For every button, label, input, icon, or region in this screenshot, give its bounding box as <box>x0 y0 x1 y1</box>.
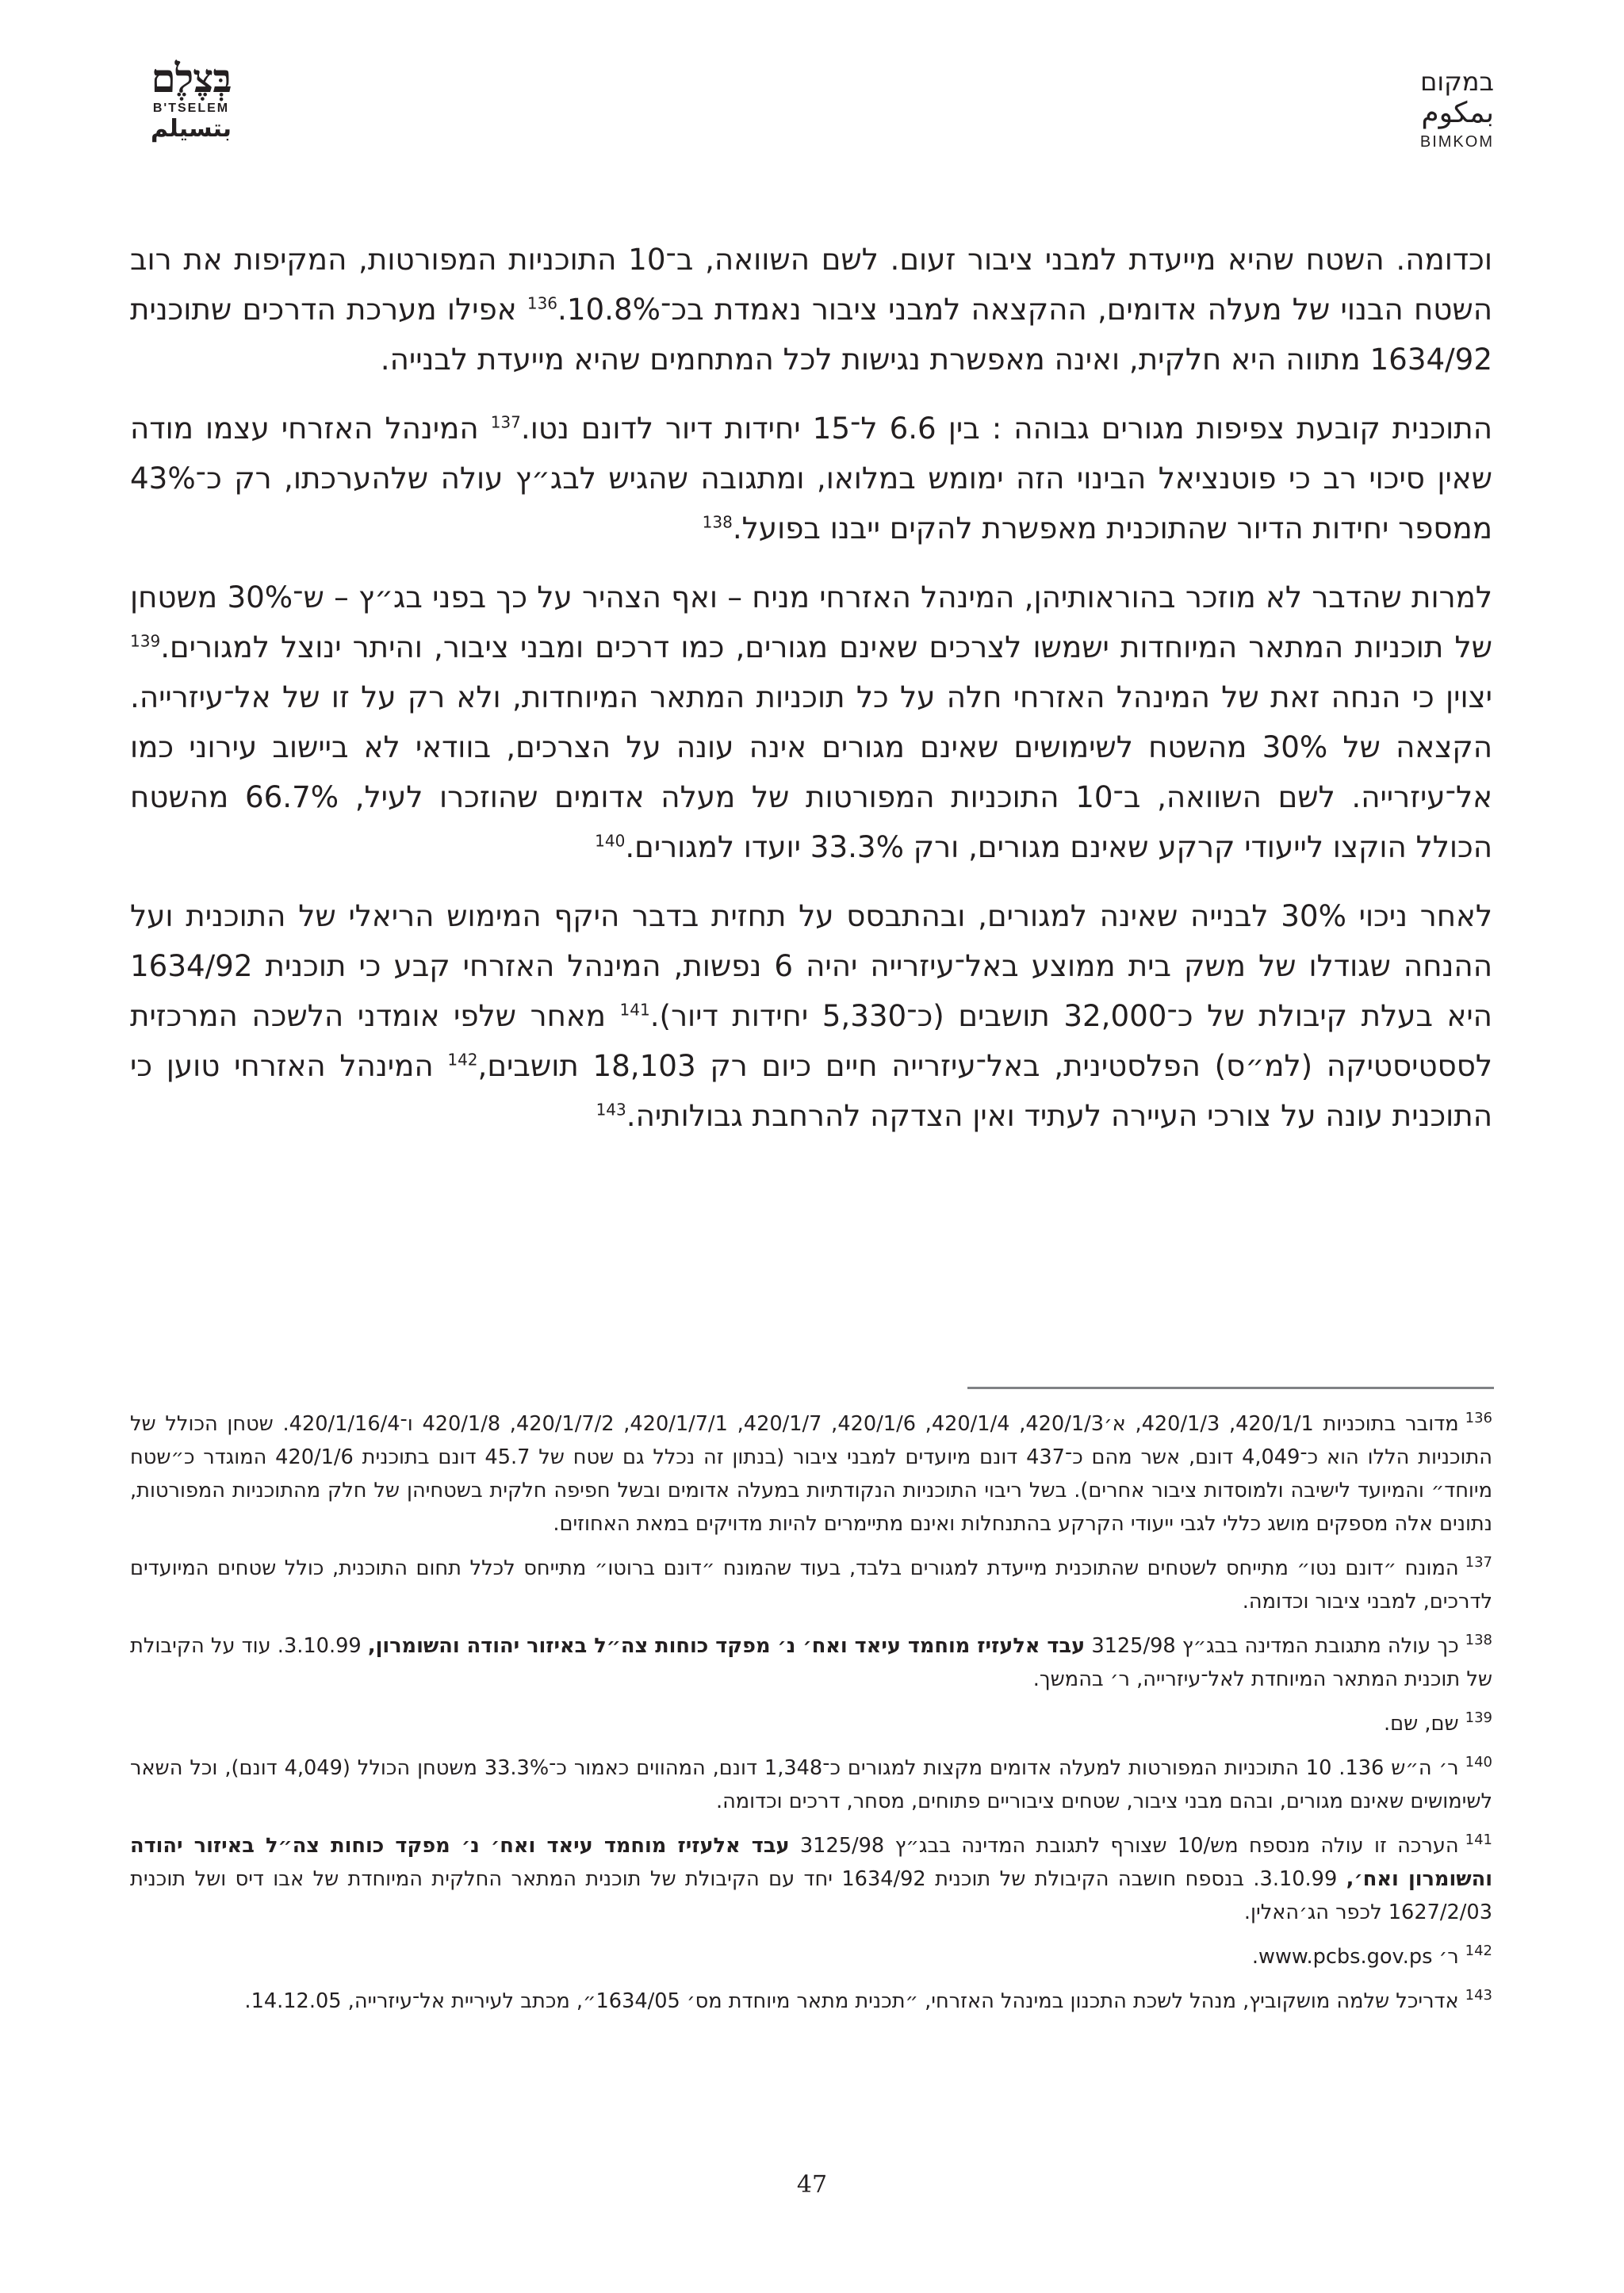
footnote <box>130 1829 1492 1929</box>
footnote-number: 139 <box>1465 1709 1492 1727</box>
footnote-number: 141 <box>1465 1832 1492 1849</box>
footnote <box>130 1707 1492 1740</box>
btselem-logo-arabic: بتسيلم <box>150 115 232 143</box>
footnote-text: המונח ״דונם נטו״ מתייחס לשטחים שהתוכנית מייעדת למגורים בלבד, בעוד שהמונח ״דונם ברוטו״ מתייחס לכלל תחום התוכנית, כולל שטחים המיועדים לדרכים, למבני ציבור וכדומה. <box>130 1556 1492 1614</box>
footnote <box>130 1629 1492 1696</box>
footnote-reference[interactable]: 139 <box>130 631 161 651</box>
footnote <box>130 1985 1492 2018</box>
footnote-number: 136 <box>1465 1410 1492 1427</box>
footnotes <box>130 1407 1492 2029</box>
footnote-reference[interactable]: 142 <box>447 1050 478 1070</box>
footnote <box>130 1552 1492 1618</box>
paragraph <box>130 235 1492 385</box>
footnote-reference[interactable]: 143 <box>596 1100 626 1120</box>
paragraph-text: התוכנית קובעת צפיפות מגורים גבוהה : בין 6.6 ל־15 יחידות דיור לדונם נטו. <box>520 411 1492 446</box>
bimkom-logo-hebrew: במקום <box>1420 67 1494 97</box>
body-text <box>130 235 1492 1160</box>
paragraph-text: המינהל האזרחי עצמו מודה שאין סיכוי רב כי פוטנציאל הבינוי הזה ימומש במלואו, ומתגובה שהגיש לבג״ץ עולה שלהערכתו, רק כ־43% ממספר יחידות הדיור שהתוכנית מאפשרת להקים ייבנו בפועל. <box>130 411 1492 545</box>
footnote-text: 3.10.99. בנספח חושבה הקיבולת של תוכנית 1634/92 יחד עם הקיבולת של תוכנית המתאר החלקית המיוחדת של אבו דיס ושל תוכנית 1627/2/03 לכפר הג׳האלין. <box>130 1867 1492 1924</box>
footnote-divider <box>967 1387 1494 1389</box>
bimkom-logo <box>1375 67 1494 154</box>
footnote-reference[interactable]: 138 <box>702 512 733 532</box>
footnote-number: 142 <box>1465 1943 1492 1960</box>
footnote <box>130 1751 1492 1818</box>
footnote-number: 140 <box>1465 1754 1492 1771</box>
paragraph-text: אפילו מערכת הדרכים שתוכנית 1634/92 מתווה היא חלקית, ואינה מאפשרת נגישות לכל המתחמים שהיא מייעדת לבנייה. <box>130 292 1492 377</box>
paragraph-text: לאחר ניכוי 30% לבנייה שאינה למגורים, ובהתבסס על תחזית בדבר היקף המימוש הריאלי של התוכנית ועל ההנחה שגודלו של משק בית ממוצע באל־עיזרייה יהיה 6 נפשות, המינהל האזרחי קבע כי תוכנית 1634/92 היא בעלת קיבולת של כ־32,000 תושבים (כ־5,330 יחידות דיור). <box>130 898 1492 1033</box>
bimkom-logo-english: BIMKOM <box>1419 133 1494 151</box>
footnote-reference[interactable]: 140 <box>595 831 626 851</box>
btselem-logo-english: B'TSELEM <box>152 101 230 115</box>
footnote-number: 137 <box>1465 1554 1492 1571</box>
paragraph-text: וכדומה. השטח שהיא מייעדת למבני ציבור זעום. לשם השוואה, ב־10 התוכניות המפורטות, המקיפות את רוב השטח הבנוי של מעלה אדומים, ההקצאה למבני ציבור נאמדת בכ־10.8%. <box>130 242 1492 327</box>
footnote-reference[interactable]: 141 <box>619 1000 650 1020</box>
paragraph-text: יצוין כי הנחה זאת של המינהל האזרחי חלה על כל תוכניות המתאר המיוחדות, ולא רק על זו של אל־עיזרייה. הקצאה של 30% מהשטח לשימושים שאינם מגורים אינה עונה על הצרכים, בוודאי לא ביישוב עירוני כמו אל־עיזרייה. לשם השוואה, ב־10 התוכניות המפורטות של מעלה אדומים שהוזכרו לעיל, 66.7% מהשטח הכולל הוקצו לייעודי קרקע שאינם מגורים, ורק 33.3% יועדו למגורים. <box>130 679 1492 864</box>
bimkom-logo-arabic: بمكوم <box>1421 97 1494 129</box>
paragraph <box>130 404 1492 553</box>
footnote-number: 138 <box>1465 1632 1492 1649</box>
footnote-text: מדובר בתוכניות 420/1/1, 420/1/3, א׳420/1/3, 420/1/4, 420/1/6, 420/1/7, 420/1/7/1, 420/1/7/2, 420/1/8 ו־420/1/16/4. שטחן הכולל של התוכניות הללו הוא כ־4,049 דונם, אשר מהם כ־437 דונם מיועדים למבני ציבור (בנתון זה נכלל גם שטח של 45.7 דונם בתוכנית 420/1/6 המוגדר כ״שטח מיוחד״ והמיועד לישיבה ולמוסדות ציבור אחרים). בשל ריבוי התוכניות הנקודתיות במעלה אדומים ובשל חפיפה חלקית בשטחיהן של חלק מהתוכניות המפורטות, נתונים אלה מספקים מושג כללי לגבי ייעודי הקרקע בהתנחלות ואינם מתיימרים להיות מדויקים במאת האחוזים. <box>130 1412 1493 1536</box>
footnote-number: 143 <box>1465 1987 1492 2004</box>
footnote-text: ר׳ ה״ש 136. 10 התוכניות המפורטות למעלה אדומים מקצות למגורים כ־1,348 דונם, המהווים כאמור כ־33.3% משטחן הכולל (4,049 דונם), וכל השאר לשימושים שאינם מגורים, ובהם מבני ציבור, שטחים ציבוריים פתוחים, מסחר, דרכים וכדומה. <box>130 1756 1492 1813</box>
paragraph <box>130 572 1492 872</box>
footnote-text: כך עולה מתגובת המדינה בבג״ץ 3125/98 <box>1085 1634 1459 1658</box>
footnote-text: אדריכל שלמה מושקוביץ, מנהל לשכת התכנון במינהל האזרחי, ״תכנית מתאר מיוחדת מס׳ 1634/05״, מכתב לעיריית אל־עיזרייה, 14.12.05. <box>244 1989 1459 2013</box>
footnote-text: 3.10.99. עוד על הקיבולת של תוכנית המתאר המיוחדת לאל־עיזרייה, ר׳ בהמשך. <box>130 1634 1492 1691</box>
footnote-text: שם, שם. <box>1384 1712 1459 1736</box>
footnote-case-name: עבד אלעזיז מוחמד עיאד ואח׳ נ׳ מפקד כוחות צה״ל באיזור יהודה והשומרון, <box>367 1634 1086 1658</box>
paragraph-text: המינהל האזרחי טוען כי התוכנית עונה על צורכי העיירה לעתיד ואין הצדקה להרחבת גבולותיה. <box>130 1048 1492 1133</box>
footnote-reference[interactable]: 136 <box>527 293 558 313</box>
btselem-logo-hebrew: בְּצֶלֶם <box>151 55 232 101</box>
page-number: 47 <box>796 2171 828 2199</box>
footnote-text: הערכה זו עולה מנספח מש/10 שצורף לתגובת המדינה בבג״ץ 3125/98 <box>789 1834 1459 1858</box>
footnote-text: ר׳ www.pcbs.gov.ps. <box>1251 1945 1459 1969</box>
footnote <box>130 1940 1492 1973</box>
paragraph-text: מאחר שלפי אומדני הלשכה המרכזית לססטיסטיקה (למ״ס) הפלסטינית, באל־עיזרייה חיים כיום רק 18,103 תושבים, <box>130 998 1492 1083</box>
paragraph <box>130 891 1492 1141</box>
footnote-case-name: עבד אלעזיז מוחמד עיאד ואח׳ נ׳ מפקד כוחות צה״ל באיזור יהודה והשומרון ואח׳, <box>130 1834 1492 1891</box>
footnote-reference[interactable]: 137 <box>490 412 521 432</box>
btselem-logo <box>132 57 251 143</box>
paragraph-text: למרות שהדבר לא מוזכר בהוראותיהן, המינהל האזרחי מניח – ואף הצהיר על כך בפני בג״ץ – ש־30% משטחן של תוכניות המתאר המיוחדות ישמשו לצרכים שאינם מגורים, כמו דרכים ומבני ציבור, והיתר ינוצל למגורים. <box>130 580 1492 664</box>
footnote <box>130 1407 1492 1541</box>
